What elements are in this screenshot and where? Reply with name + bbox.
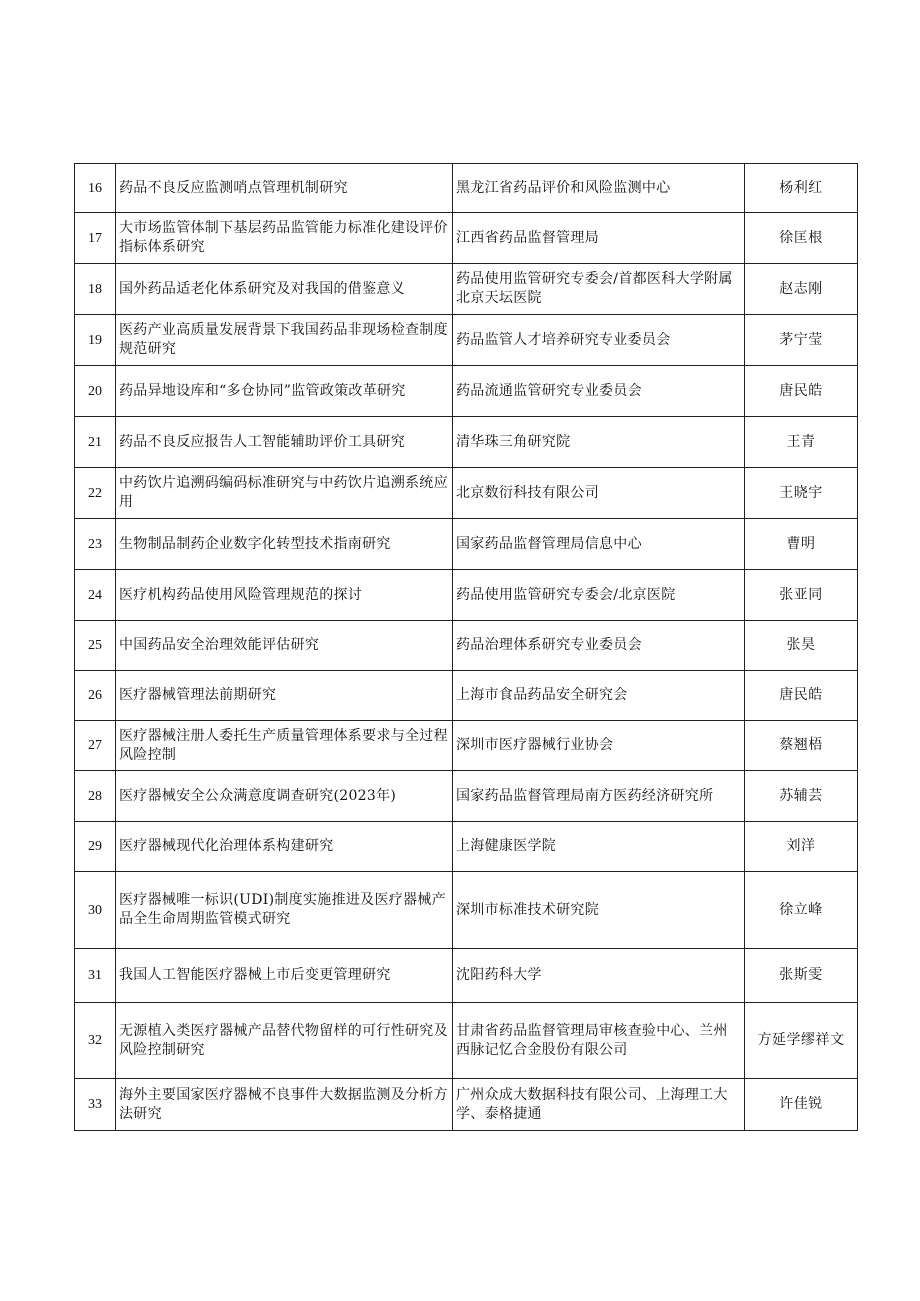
table-row (75, 164, 858, 213)
project-name: 药品不良反应监测哨点管理机制研究 (116, 164, 453, 213)
project-leader: 苏辅芸 (745, 771, 858, 822)
undertaking-unit: 广州众成大数据科技有限公司、上海理工大学、泰格捷通 (453, 1079, 745, 1131)
table-row (75, 872, 858, 949)
row-number: 32 (75, 1003, 116, 1079)
undertaking-unit: 北京数衍科技有限公司 (453, 468, 745, 519)
table-row (75, 621, 858, 671)
table-row (75, 315, 858, 366)
undertaking-unit: 药品治理体系研究专业委员会 (453, 621, 745, 671)
undertaking-unit: 药品使用监管研究专委会/北京医院 (453, 570, 745, 621)
project-name: 医疗器械注册人委托生产质量管理体系要求与全过程风险控制 (116, 721, 453, 771)
row-number: 33 (75, 1079, 116, 1131)
row-number: 31 (75, 949, 116, 1003)
undertaking-unit: 药品流通监管研究专业委员会 (453, 366, 745, 417)
table-row (75, 721, 858, 771)
row-number: 22 (75, 468, 116, 519)
project-name: 药品异地设库和“多仓协同”监管政策改革研究 (116, 366, 453, 417)
project-name: 药品不良反应报告人工智能辅助评价工具研究 (116, 417, 453, 468)
undertaking-unit: 深圳市医疗器械行业协会 (453, 721, 745, 771)
row-number: 29 (75, 822, 116, 872)
row-number: 24 (75, 570, 116, 621)
project-table (74, 163, 858, 1131)
row-number: 21 (75, 417, 116, 468)
project-name: 医药产业高质量发展背景下我国药品非现场检查制度规范研究 (116, 315, 453, 366)
project-leader: 唐民皓 (745, 366, 858, 417)
project-name: 医疗器械现代化治理体系构建研究 (116, 822, 453, 872)
table-row (75, 1079, 858, 1131)
project-name: 医疗机构药品使用风险管理规范的探讨 (116, 570, 453, 621)
project-leader: 张亚同 (745, 570, 858, 621)
table-row (75, 468, 858, 519)
row-number: 19 (75, 315, 116, 366)
project-leader: 徐匡根 (745, 213, 858, 264)
undertaking-unit: 国家药品监督管理局信息中心 (453, 519, 745, 570)
project-name: 无源植入类医疗器械产品替代物留样的可行性研究及风险控制研究 (116, 1003, 453, 1079)
row-number: 28 (75, 771, 116, 822)
undertaking-unit: 药品监管人才培养研究专业委员会 (453, 315, 745, 366)
undertaking-unit: 甘肃省药品监督管理局审核查验中心、兰州西脉记忆合金股份有限公司 (453, 1003, 745, 1079)
project-leader: 许佳锐 (745, 1079, 858, 1131)
table-body (75, 164, 858, 1131)
row-number: 23 (75, 519, 116, 570)
table-row (75, 519, 858, 570)
project-name: 国外药品适老化体系研究及对我国的借鉴意义 (116, 264, 453, 315)
table-row (75, 570, 858, 621)
project-leader: 曹明 (745, 519, 858, 570)
project-name: 海外主要国家医疗器械不良事件大数据监测及分析方法研究 (116, 1079, 453, 1131)
project-leader: 方延学缪祥文 (745, 1003, 858, 1079)
project-name: 中药饮片追溯码编码标准研究与中药饮片追溯系统应用 (116, 468, 453, 519)
undertaking-unit: 深圳市标准技术研究院 (453, 872, 745, 949)
project-name: 中国药品安全治理效能评估研究 (116, 621, 453, 671)
table-row (75, 1003, 858, 1079)
project-name: 医疗器械唯一标识(UDI)制度实施推进及医疗器械产品全生命周期监管模式研究 (116, 872, 453, 949)
table-row (75, 822, 858, 872)
undertaking-unit: 黑龙江省药品评价和风险监测中心 (453, 164, 745, 213)
project-leader: 茅宁莹 (745, 315, 858, 366)
row-number: 25 (75, 621, 116, 671)
table-row (75, 949, 858, 1003)
project-leader: 杨利红 (745, 164, 858, 213)
project-leader: 张昊 (745, 621, 858, 671)
row-number: 20 (75, 366, 116, 417)
project-leader: 王晓宇 (745, 468, 858, 519)
undertaking-unit: 药品使用监管研究专委会/首都医科大学附属北京天坛医院 (453, 264, 745, 315)
undertaking-unit: 沈阳药科大学 (453, 949, 745, 1003)
table-row (75, 417, 858, 468)
project-leader: 徐立峰 (745, 872, 858, 949)
undertaking-unit: 上海健康医学院 (453, 822, 745, 872)
row-number: 30 (75, 872, 116, 949)
project-name: 大市场监管体制下基层药品监管能力标准化建设评价指标体系研究 (116, 213, 453, 264)
table-row (75, 671, 858, 721)
project-leader: 赵志刚 (745, 264, 858, 315)
project-name: 医疗器械管理法前期研究 (116, 671, 453, 721)
undertaking-unit: 国家药品监督管理局南方医药经济研究所 (453, 771, 745, 822)
undertaking-unit: 清华珠三角研究院 (453, 417, 745, 468)
row-number: 18 (75, 264, 116, 315)
row-number: 17 (75, 213, 116, 264)
project-leader: 蔡翘梧 (745, 721, 858, 771)
table-row (75, 264, 858, 315)
project-leader: 刘洋 (745, 822, 858, 872)
table-row (75, 771, 858, 822)
table-row (75, 366, 858, 417)
undertaking-unit: 上海市食品药品安全研究会 (453, 671, 745, 721)
row-number: 27 (75, 721, 116, 771)
row-number: 16 (75, 164, 116, 213)
table-row (75, 213, 858, 264)
undertaking-unit: 江西省药品监督管理局 (453, 213, 745, 264)
project-name: 医疗器械安全公众满意度调查研究(2023年) (116, 771, 453, 822)
project-name: 生物制品制药企业数字化转型技术指南研究 (116, 519, 453, 570)
project-leader: 张斯雯 (745, 949, 858, 1003)
project-leader: 王青 (745, 417, 858, 468)
row-number: 26 (75, 671, 116, 721)
project-leader: 唐民皓 (745, 671, 858, 721)
project-name: 我国人工智能医疗器械上市后变更管理研究 (116, 949, 453, 1003)
